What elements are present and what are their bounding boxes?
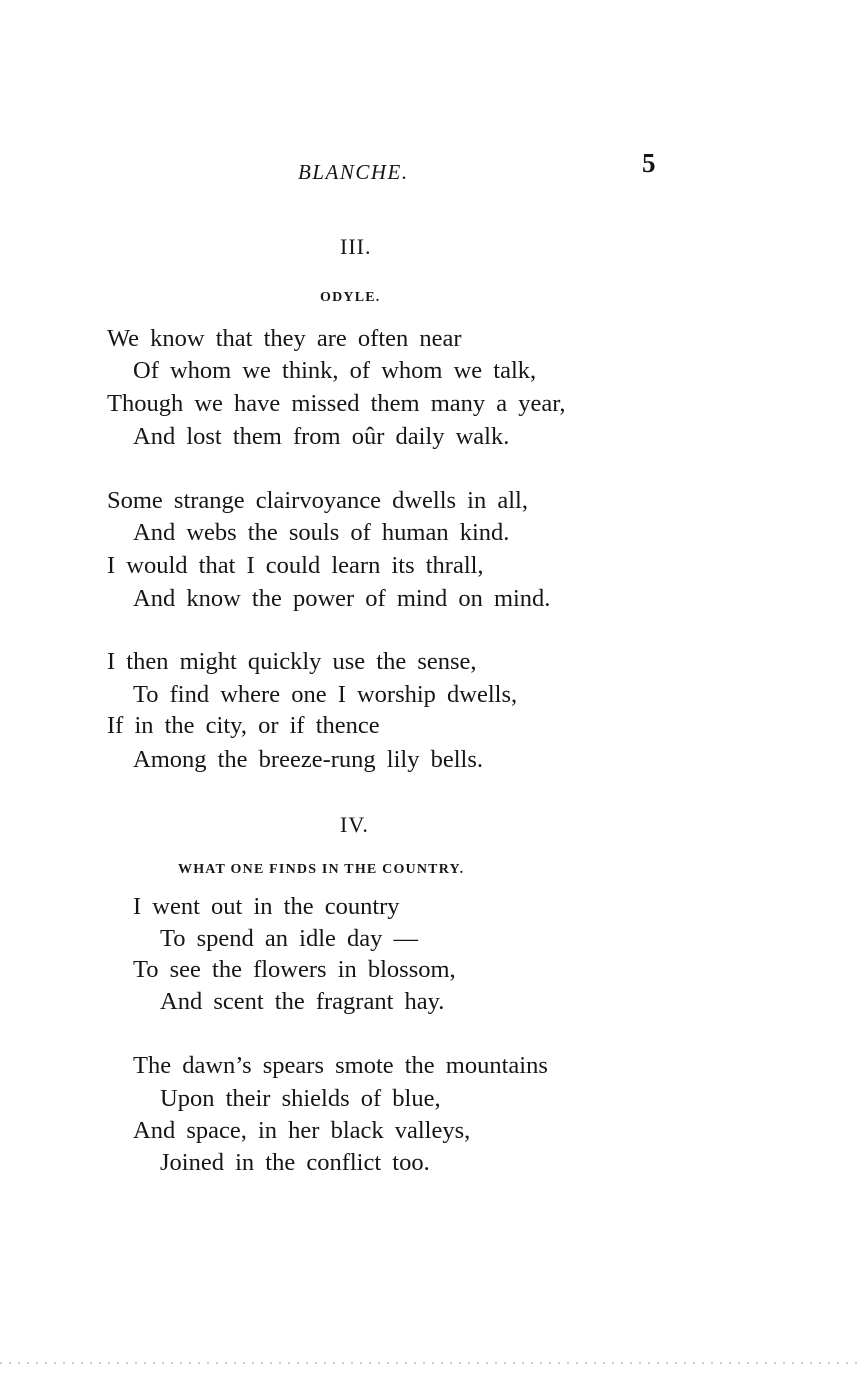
section-title: WHAT ONE FINDS IN THE COUNTRY.: [178, 862, 465, 877]
verse-line: To find where one I worship dwells,: [133, 681, 518, 708]
verse-line: Upon their shields of blue,: [160, 1085, 441, 1112]
verse-line: And scent the fragrant hay.: [160, 988, 445, 1015]
verse-line: If in the city, or if thence: [107, 712, 380, 739]
verse-line: The dawn’s spears smote the mountains: [133, 1052, 548, 1079]
running-title: BLANCHE.: [298, 160, 409, 184]
verse-line: And lost them from oûr daily walk.: [133, 423, 510, 450]
verse-line: To see the flowers in blossom,: [133, 956, 456, 983]
verse-line: We know that they are often near: [107, 325, 462, 352]
verse-line: Of whom we think, of whom we talk,: [133, 357, 537, 384]
verse-line: Some strange clairvoyance dwells in all,: [107, 487, 528, 514]
verse-line: And webs the souls of human kind.: [133, 519, 510, 546]
page-edge-scan-artifact: [0, 1362, 864, 1364]
verse-line: I went out in the country: [133, 893, 400, 920]
verse-line: I then might quickly use the sense,: [107, 648, 477, 675]
section-title: ODYLE.: [320, 290, 381, 305]
verse-line: Joined in the conflict too.: [160, 1149, 430, 1176]
verse-line: And space, in her black valleys,: [133, 1117, 471, 1144]
page-header: [0, 148, 864, 188]
section-number: III.: [340, 234, 372, 259]
verse-line: Though we have missed them many a year,: [107, 390, 566, 417]
verse-line: Among the breeze-rung lily bells.: [133, 746, 483, 773]
verse-line: And know the power of mind on mind.: [133, 585, 551, 612]
verse-line: I would that I could learn its thrall,: [107, 552, 484, 579]
verse-line: To spend an idle day —: [160, 925, 419, 952]
page-number: 5: [642, 148, 656, 178]
section-number: IV.: [340, 812, 369, 837]
